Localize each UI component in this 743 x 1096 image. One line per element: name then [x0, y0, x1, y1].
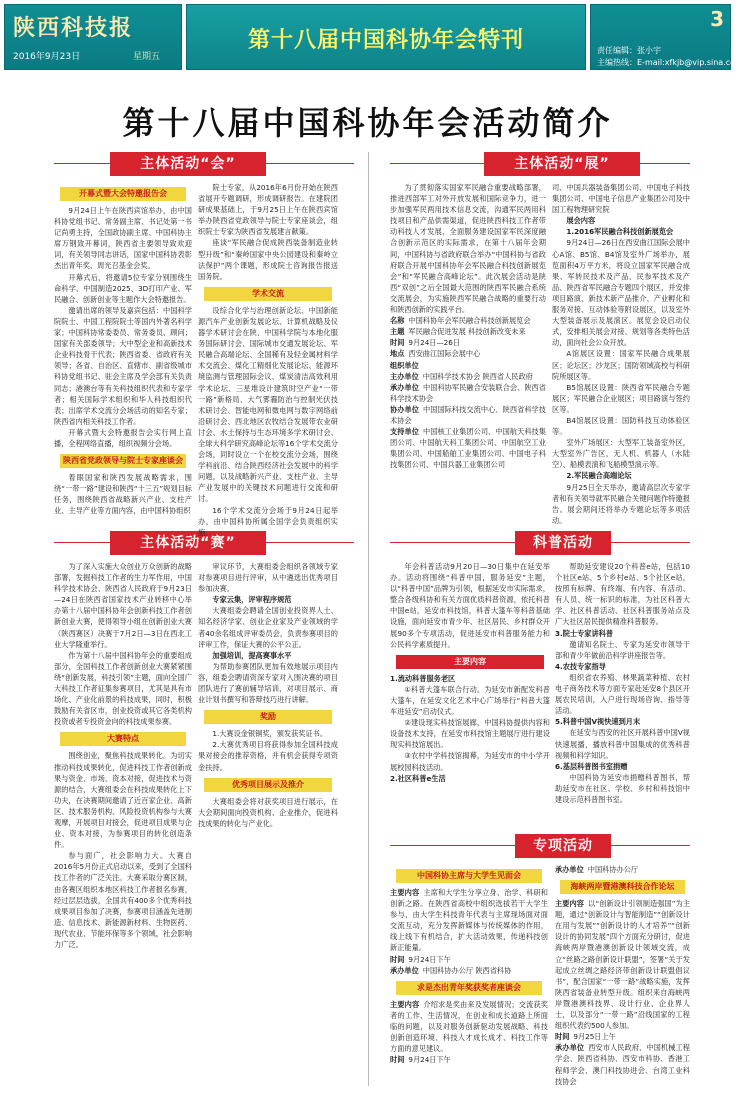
- paragraph: 座谈“军民融合促成陕西装备制造业转型升级”和“秦岭国家中央公园建设和秦岭立法保护”两个课题，形成院士咨询报告报送国务院。: [198, 238, 338, 281]
- kv-value: 中国核工业集团公司、中国航天科技集团公司、中国航天科工集团公司、中国航空工业集团公司、中国船舶工业集团公司、中国电子科技集团公司、中国兵器工业集团公司: [390, 427, 546, 470]
- paragraph: 1.大赛设金银铜奖，颁发获奖证书。: [212, 729, 328, 739]
- issue-date: 2016年9月23日: [13, 52, 81, 62]
- paragraph: 年会科普活动9月20日—30日集中在延安举办。活动将围绕“科普中国，服务延安”主题，以“科普中国”品牌为引领，根据延安市实际需求，整合各级科协和有关方面优质科普资源，依托科普中国e站，延安市科技馆，科普大篷车等科普基础设施，面向延安市青少年、社区居民、乡村群众开展90多个专项活动，促进延安市科普服务能力和公民科学素质提升。: [390, 562, 550, 649]
- subhead-exhibition-content: 展会内容: [566, 216, 596, 226]
- paragraph: 6.基层科普图书室捐赠: [555, 761, 628, 771]
- paragraph: ③农村中学科技馆揭幕，为延安市的中小学开展校园科技活动。: [390, 751, 550, 772]
- kv-row: [555, 1031, 690, 1042]
- science-pop-column-2: [555, 561, 690, 827]
- paragraph: 为了深入实施大众创业万众创新的战略部署，发掘科技工作者的生力军作用，中国科学技术协会、陕西省人民政府于9月23日—24日在陕西省国家技术产业转移中心举办第十八届中国科协年会创新科技工作者创新创业大赛，使得领导小组在创新创业大赛（陕西赛区）决赛于7月2日—3日在西北工业大学隆重举行。: [54, 562, 192, 649]
- kv-row: [390, 326, 546, 337]
- kv-key: 承办单位: [555, 1043, 585, 1053]
- paragraph: 着眼国家和陕西发展战略需求，围绕“一带一路”建设和陕西“十三五”规划目标任务，围绕陕西省战略新兴产业、支柱产业、主导产业等方面内容，由中国科协组织: [54, 473, 192, 516]
- paragraph: 开幕式后，将邀请5位专家分别围绕生命科学、中国制造2025、3D打印产业、军民融合、创新创业等主题作大会特邀报告。: [54, 272, 192, 304]
- subhead-training: 加强培训，提高赛事水平: [212, 650, 292, 660]
- kv-value: 介绍求是奖由来及发展情况；交流获奖者的工作、生活情况，在创业和成长道路上所面临的问题，以及对服务创新驱动发展战略、科技创新创造环境、科技人才成长成才、科技工作等方面的意见建议。: [390, 999, 548, 1054]
- paragraph: 2.社区科普e生活: [390, 773, 446, 783]
- subhead-contest-features: 大赛特点: [60, 732, 187, 746]
- kv-key: 主题: [390, 327, 405, 337]
- special-column-2: [555, 864, 690, 1086]
- kv-value: 主席和大学生分享立身、治学、科研和创新之路。在陕西省高校中组织选拔若干大学生参与，由大学生科技青年代表与主席现场面对面交流互动，充分发挥新媒体与传统媒体的作用，线上线下有机结合，扩大活动效果，传递科技创新正能量。: [390, 888, 548, 953]
- kv-value: 军民融合促进发展 科技创新改变未来: [408, 327, 526, 337]
- paper-name: 陕西科技报: [13, 15, 134, 41]
- paragraph: 邀请知名院士、专家为延安市领导干部和青少年做前沿科学讲座报告等。: [555, 639, 690, 660]
- column-divider: [368, 152, 369, 1086]
- kv-value: 西安市人民政府、中国机械工程学会、陕西省科协、西安市科协、香港工程师学会、澳门科技协进会、台湾工业科技协会: [555, 1043, 690, 1086]
- paragraph: ①科普大篷车联合行动。为延安市新配发科普大篷车，在延安文化艺术中心广场举行“科普大篷车进延安”启动仪式。: [390, 684, 550, 717]
- special-column-1: [390, 864, 548, 1086]
- kv-value: 9月24日下午: [408, 954, 451, 964]
- paragraph: 1.2016军民融合科技创新展览会: [566, 227, 674, 237]
- kv-row: [390, 315, 546, 326]
- paragraph: 设综合化学与治理创新论坛、中国新能源汽车产业创新发展论坛、计算机战略及仪器学术研讨会在陕、中国科学院与本地化服务国际研讨会、国际城市交通发展论坛、军民融合高端论坛、全国稀有及轻金属材料学术交流会、煤化工精细化发展论坛、能源环境监测与管理国际会议、煤炭清洁高效利用学术论坛、三星堆设计建筑时空产业“一带一路”新格局、大气雾霾防治与控制光伏技术研讨会、智能电网和微电网与数字网络前沿研讨会、西北地区农牧结合发展带农业研讨会、水土保持与生态环境多学术研讨会、全球大科学研究高峰论坛等16个学术交流分会场，同时设立一个在校交流分会场，围绕学科前沿、结合陕西经济社会发展中的科学问题，以及战略新兴产业、支柱产业、主导产业发展中的关键技术问题进行交流和研讨。: [198, 305, 338, 504]
- kv-key: 组织单位: [390, 360, 419, 370]
- kv-value: 9月25日上午: [573, 1032, 616, 1042]
- paragraph: 5.科普中国V视快速到月末: [555, 717, 641, 727]
- paragraph: 邀请出席的领导及嘉宾包括：中国科学院院士、中国工程院院士等国内外著名科学家；中国科协常委委员、常务委员、顾问；国家有关部委领导；大中型企业和高新技术企业科技骨干代表；陕西省委、省政府有关领导；各省、自治区、直辖市、副省级城市科协党组书记、驻会主席及学会部有关负责同志；港澳台等有关科技组织代表和专家学者；相关国际学术组织和华人科技组织代表；出席学术交流分会场活动的知名专家；陕西省内相关科技工作者。: [54, 305, 192, 426]
- section-banner-special: 专项活动: [515, 834, 611, 858]
- paragraph: 在延安与西安的社区开展科普中国V视快速展播，播放科普中国集成的优秀科普视频和科学知识。: [555, 728, 690, 760]
- paragraph: 9月24日—26日在西安曲江国际会展中心A馆、B5馆、B4馆及室外广场举办，展览面积4万平方米，将设立国家军民融合成果、军转民技术及产品、民参军技术及产品、陕西省军民融合专题四个展区，并安排项目路演、新技术新产品推介、产业孵化和服务对接、互动体验等附设展区，以及室外大型装备展示及展演区。展览会设启动仪式，安排相关展会对接、规划等各类特色活动，面向社会公众开放。: [552, 238, 690, 348]
- kv-key: 名称: [390, 316, 405, 326]
- meeting-column-2: [198, 182, 338, 537]
- page-title: 第十八届中国科协年会活动简介: [122, 104, 613, 142]
- kv-value: 西安曲江国际会展中心: [408, 349, 481, 359]
- paragraph: 9月24日上午在陕西宾馆举办，由中国科协党组书记、常务副主席、书记处第一书记尚勇主持，全国政协副主席、中国科协主席万钢致开幕词，陕西省主要领导致欢迎词，有关领导同志讲话，国家中国科协表彰杰出青年奖、周光召基金会奖。: [54, 206, 192, 271]
- kv-key: 地点: [390, 349, 405, 359]
- kv-value: 以“创新设计引领制造强国”为主题，通过“创新设计与智能制造”“创新设计在用与发展”“创新设计的人才培养”“创新设计的协同发展”四个方面充分研讨，促进海峡两岸暨港澳创新设计领域交流，成立“丝路之路创新设计联盟”，签署“关于发起成立丝绸之路经济带创新设计联盟倡议书”，配合国家“一带一路”战略实施，发挥陕西省装备业转型升级。组织来自海峡两岸暨港澳科技界、设计行业、企业界人士，以及部分“一带一路”沿线国家的工程组织代表约500人参加。: [555, 899, 690, 1031]
- paragraph: 帮助延安建设20个科普e站，包括10个社区e站、5个乡村e站、5个社区e站，按照有标牌、有终端、有内容、有活动、有人员、统一标识的标准，为社区科普大学、社区科普活动、社区科普服务站点及广大社区居民提供精准科普服务。: [555, 562, 690, 627]
- kv-key: 协办单位: [390, 404, 419, 414]
- kv-row: [390, 426, 546, 470]
- subhead-academic-exchange: 学术交流: [204, 287, 333, 301]
- subhead-leaders-forum: 陕西省党政领导与院士专家座谈会: [60, 454, 187, 468]
- paragraph: 室外广场展区：大型军工装备室外区，大型室外广告区，无人机、机器人（水陆空）、船模表演和飞船模型演示等。: [552, 438, 690, 470]
- kv-key: 承办单位: [390, 965, 419, 975]
- kv-value: 中国科学技术协会 陕西省人民政府: [422, 371, 533, 381]
- kv-key: 主办单位: [390, 371, 419, 381]
- kv-value: 中国科协办公厅: [587, 865, 639, 874]
- paragraph: 2.大赛优秀项目将获得参加全国科技成果对接会的推荐资格，并有机会获得专项资金扶持。: [198, 740, 338, 772]
- kv-row: [555, 864, 690, 875]
- meeting-column-1: [54, 182, 192, 522]
- kv-key: 承办单位: [390, 382, 419, 392]
- paragraph: 司、中国兵器装备集团公司、中国电子科技集团公司、中国电子信息产业集团公司及中国工程物理研究院: [552, 183, 690, 215]
- contest-column-2: [198, 561, 338, 1086]
- section-banner-exhibition: 主体活动“展”: [484, 152, 640, 176]
- kv-key: 主要内容: [390, 888, 420, 897]
- kv-value: 中国国际科技交流中心、陕西省科学技术协会: [390, 404, 546, 425]
- paragraph: B4馆展区设置：国防科技互动体验区等。: [552, 415, 690, 437]
- paragraph: 16个学术交流分会场于9月24日起举办，由中国科协所属全国学会负责组织实施。: [198, 505, 338, 537]
- editor-line: 责任编辑：张小宇: [597, 46, 661, 55]
- paragraph: 开幕式暨大会特邀报告会实行网上直播，全程网络直播，组织视频分会场。: [54, 427, 192, 448]
- kv-row: [390, 382, 546, 404]
- kv-row: [390, 360, 546, 371]
- kv-row: [390, 999, 548, 1054]
- section-banner-contest: 主体活动“赛”: [110, 531, 266, 555]
- kv-key: 承办单位: [555, 865, 584, 874]
- kv-row: [555, 898, 690, 1031]
- paragraph: 大赛组委会聘请全国创业投资界人士、知名经济学家、创业企业家及产业领域的学者40余名组成评审委员会，负责参赛项目的评审工作，保证大赛的公平公正。: [198, 606, 338, 649]
- contact-line: 主编热线：E-mail:xfkjb@vip.sina.com: [597, 58, 743, 67]
- kv-row: [390, 348, 546, 359]
- section-banner-science-pop: 科普活动: [515, 531, 611, 555]
- paragraph: 参与面广，社会影响力大。大赛自2016年5月份正式启动以来，受到了全国科技工作者的广泛关注。大赛采取分赛区制，由各赛区组织本地区科技工作者报名参赛，经过层层选拔，全国共有400多个优秀科技成果项目参加了决赛，参赛项目涵盖先进制造、信息技术、新能源新材料、生物医药、现代农业、节能环保等多个领域，社会影响力广泛。: [54, 851, 192, 949]
- section-banner-meeting: 主体活动“会”: [110, 152, 266, 176]
- subhead-summit-forum: 2.军民融合高端论坛: [566, 471, 632, 481]
- subhead-cross-strait-forum: 海峡两岸暨港澳科技合作论坛: [560, 880, 684, 894]
- paragraph: 大赛组委会将对获奖项目进行展示，在大会期间面向投资机构、企业推介，促进科技成果的转化与产业化。: [198, 796, 338, 828]
- paragraph: 审议环节，大赛组委会组织各领域专家对参赛项目进行评审，从中遴选出优秀项目参加决赛。: [198, 562, 338, 594]
- exhibition-column-2: [552, 182, 690, 525]
- kv-row: [555, 1042, 690, 1086]
- kv-key: 主要内容: [555, 899, 585, 909]
- masthead-right-block: [590, 4, 743, 70]
- masthead: [0, 0, 743, 74]
- paragraph: 4.农技专家指导: [555, 661, 606, 671]
- subhead-qiushi-award: 求是杰出青年奖获奖者座谈会: [396, 981, 541, 995]
- special-issue-title: 第十八届中国科协年会特刊: [247, 28, 524, 53]
- paragraph: 围绕创业，聚焦科技成果转化。为切实推动科技成果转化，促进科技工作者创新成果与资金、市场、资本对接，促进技术与资源的结合，大赛组委会在科技成果转化上下功夫，在决赛期间邀请了近百家企业、高新区、技术服务机构、风险投资机构参与大赛观摩，开展项目对接会，促进项目成果与企业、资本对接，为参赛项目的转化创造条件。: [54, 751, 192, 850]
- paragraph: 组织省农养殖、林果蔬菜种植、农村电子商务技术等方面专家赴延安8个县区开展农民培训，入户进行现场咨询、指导等活动。: [555, 672, 690, 716]
- kv-key: 时间: [390, 954, 405, 964]
- masthead-special-block: [186, 4, 586, 70]
- issue-weekday: 星期五: [133, 52, 161, 62]
- exhibition-column-1: [390, 182, 546, 522]
- kv-row: [390, 954, 548, 965]
- kv-value: 9月24日下午: [408, 1055, 451, 1065]
- paragraph: 为了贯彻落实国家军民融合重要战略部署，推进西部军工对外开放发展和国际竞争力，进一步加强军民两用技术信息交流，沟通军民两用科技项目和产品供需渠道，促进陕西科技工作者带动科技人才发展，全面服务建设国家军民深度融合创新示范区的实际需求，在第十八届年会期间，中国科协与省政府联合举办“中国科协与省政府联合开展中国科协年会军民融合科技创新展览会”和“军民融合高峰论坛”。此次展会活动是陕西“双创”之后全国最大范围的陕西军民融合系统交流展会，为实施陕西军民融合战略的重要行动和陕西创新的实践平台。: [390, 183, 546, 315]
- paragraph: 中国科协为延安市捐赠科普图书，帮助延安市在社区、学校、乡村和科技馆中建设示范科普图书室。: [555, 772, 690, 804]
- paragraph: 院士专家，从2016年6月份开始在陕西省展开专题调研，形成调研报告。在建院团研成果基础上，于9月25日上午在陕西宾馆举办陕西省党政领导与院士专家座谈会，组织院士专家为陕西省发展建言献策。: [198, 183, 338, 237]
- paragraph: 作为第十八届中国科协年会的重要组成部分，全国科技工作者创新创业大赛紧紧围绕“创新发展，科技引领”主题，面向全国广大科技工作者征集参赛项目，尤其是具有市场化、产业化前景的科技成果，同时，积极鼓励有关省区市，创业投资或其它各类机构投资或者专投资金向的科技成果参赛。: [54, 650, 192, 727]
- contest-column-1: [54, 561, 192, 1086]
- kv-value: 中国科协办公厅 陕西省科协: [422, 965, 512, 975]
- subhead-opening-ceremony: 开幕式暨大会特邀报告会: [60, 187, 187, 201]
- paragraph: ②建设现实科技馆展廊，中国科协提供内容和设备技术支持，在延安市科技馆主题展厅进行建设现实科技馆展出。: [390, 718, 550, 750]
- kv-key: 主要内容: [390, 999, 420, 1009]
- kv-value: 9月24日—26日: [408, 338, 461, 348]
- subhead-main-content: 主要内容: [396, 655, 543, 669]
- science-pop-column-1: [390, 561, 550, 827]
- kv-row: [390, 337, 546, 348]
- paragraph: A馆展区设置：国家军民融合成果展区；论坛区；沙龙区；国防领域高校与科研院所展区等。: [552, 349, 690, 381]
- subhead-experts: 专家云集，评审程序规范: [212, 595, 292, 605]
- paragraph: 1.流动科普服务老区: [390, 673, 456, 683]
- kv-value: 中国科协年会军民融合科技创新展览会: [408, 316, 531, 326]
- subhead-student-meeting: 中国科协主席与大学生见面会: [396, 869, 541, 883]
- subhead-awards: 奖励: [204, 710, 333, 724]
- paragraph: 9月25日全天举办，邀请高层次专家学者和有关领导就军民融合关键问题作特邀报告。展会期间还将举办专题论坛等多项活动。: [552, 482, 690, 525]
- kv-value: 中国科协军民融合安装联合会、陕西省科学技术协会: [390, 382, 546, 403]
- kv-key: 时间: [390, 1055, 405, 1065]
- masthead-left-block: [4, 4, 182, 70]
- kv-key: 时间: [555, 1032, 570, 1042]
- kv-row: [390, 1054, 548, 1065]
- paragraph: B5馆展区设置：陕西省军民融合专题展区；军民融合企业展区；项目路演与签约区等。: [552, 382, 690, 414]
- kv-row: [390, 404, 546, 426]
- subhead-showcase: 优秀项目展示及推介: [204, 778, 333, 792]
- kv-row: [390, 965, 548, 976]
- kv-row: [390, 371, 546, 382]
- paragraph: 为帮助参赛团队更加有效地展示项目内容，组委会聘请资深专家对入围决赛的项目团队进行了赛前辅导培训，对项目展示、商业计划书撰写和答辩技巧进行讲解。: [198, 661, 338, 705]
- kv-key: 时间: [390, 338, 405, 348]
- page-number: 3: [710, 7, 724, 31]
- paragraph: 3.院士专家讲科普: [555, 628, 614, 638]
- kv-row: [390, 887, 548, 954]
- kv-key: 支持单位: [390, 427, 419, 437]
